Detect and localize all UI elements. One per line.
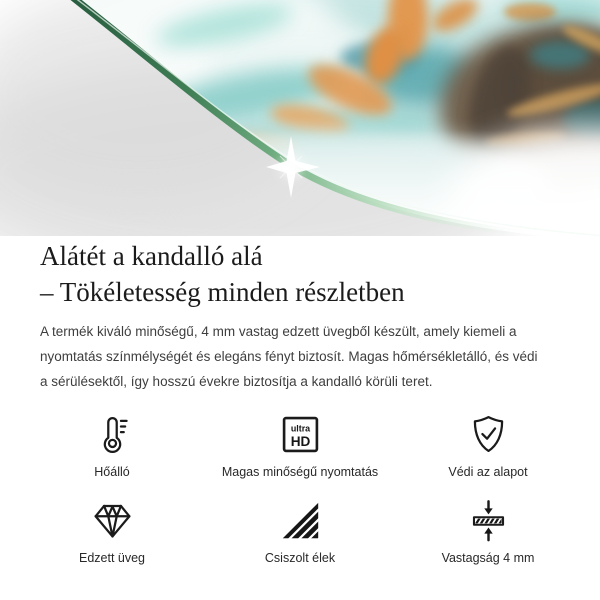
feature-tempered-glass: [18, 497, 206, 566]
feature-thickness: [394, 497, 582, 566]
ultra-hd-icon-text-top: ultra: [290, 423, 310, 434]
product-title-line1: Alátét a kandalló alá: [40, 241, 263, 271]
polished-edges-icon: [278, 498, 323, 543]
ultra-hd-icon: [278, 412, 323, 457]
feature-label: Magas minőségű nyomtatás: [221, 465, 379, 479]
product-title: [40, 238, 560, 310]
product-image: [0, 0, 600, 236]
thermometer-icon: [90, 412, 135, 457]
thickness-icon: [466, 498, 511, 543]
feature-label: Edzett üveg: [78, 551, 145, 565]
feature-protects-base: [394, 411, 582, 480]
shield-check-icon: [466, 412, 511, 457]
features-grid: [18, 411, 582, 566]
product-hero: [0, 0, 600, 236]
feature-polished-edges: [206, 497, 394, 566]
feature-label: Vastagság 4 mm: [441, 551, 535, 565]
product-title-line2: – Tökéletesség minden részletben: [40, 277, 405, 307]
ultra-hd-icon-text-bottom: HD: [290, 433, 310, 449]
feature-label: Hőálló: [94, 465, 130, 479]
feature-label: Védi az alapot: [448, 465, 528, 479]
feature-label: Csiszolt élek: [264, 551, 336, 565]
diamond-icon: [90, 498, 135, 543]
product-info-section: [0, 238, 600, 394]
product-description: A termék kiváló minőségű, 4 mm vastag edzett üvegből készült, amely kiemeli a nyomtatás színmélységét és elegáns fényt biztosít. Magas hőmérsékletálló, és védi a sérülésektől, így hosszú évekre biztosítja a kandalló körüli teret.: [40, 324, 538, 389]
feature-heat-resistant: [18, 411, 206, 480]
feature-ultra-hd-print: [206, 411, 394, 480]
